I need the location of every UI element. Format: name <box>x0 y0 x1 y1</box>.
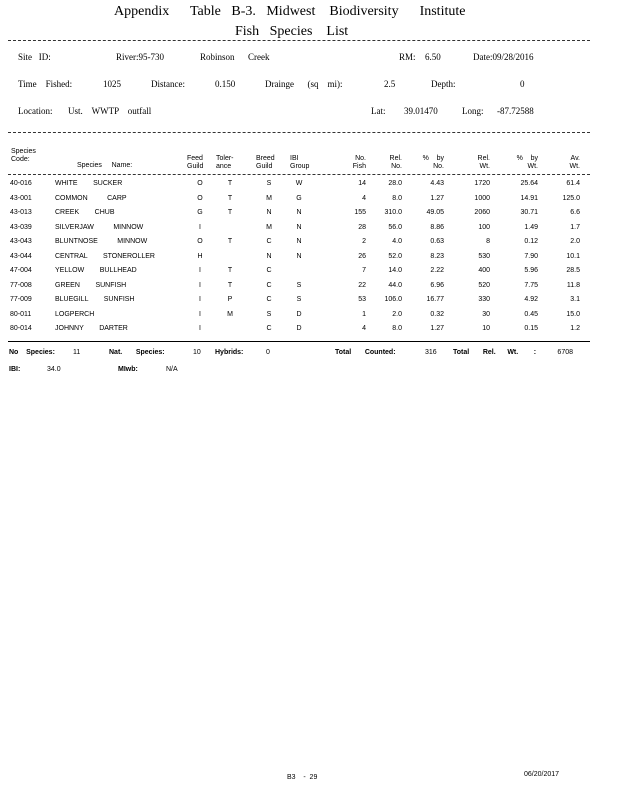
cell-av-wt: 61.4 <box>566 180 580 187</box>
col-av-wt: Av. Wt. <box>569 155 580 170</box>
cell-species-name: COMMON CARP <box>55 194 127 202</box>
hybrids-label: Hybrids: <box>215 349 244 356</box>
cell-feed-guild: I <box>199 281 201 289</box>
cell-breed-guild: C <box>266 325 272 332</box>
cell-rel-wt: 10 <box>482 325 490 332</box>
cell-rel-wt: 1000 <box>474 194 490 202</box>
cell-no-fish: 4 <box>362 194 366 202</box>
cell-rel-no: 14.0 <box>388 267 402 274</box>
cell-no-fish: 155 <box>354 209 366 216</box>
cell-av-wt: 6.6 <box>570 209 580 216</box>
cell-rel-wt: 100 <box>478 223 490 231</box>
cell-ibi-group: S <box>296 281 302 289</box>
cell-species-name: SILVERJAW MINNOW <box>55 223 144 231</box>
total-relwt-label: Total Rel. Wt. : <box>453 349 537 356</box>
cell-breed-guild: C <box>266 281 272 289</box>
cell-species-code: 77-009 <box>10 296 32 303</box>
drainage-value: 2.5 <box>384 79 396 89</box>
cell-breed-guild: S <box>266 180 272 187</box>
cell-ibi-group: G <box>296 194 302 202</box>
col-rel-no: Rel. No. <box>389 155 402 170</box>
cell-feed-guild: H <box>197 252 203 260</box>
lat-value: 39.01470 <box>404 106 438 116</box>
cell-ibi-group: W <box>295 180 303 187</box>
time-fished-value: 1025 <box>103 79 121 89</box>
page-subtitle: Fish Species List <box>235 24 349 39</box>
cell-species-code: 43-044 <box>10 252 32 260</box>
long-value: -87.72588 <box>497 106 534 116</box>
location-value: Ust. WWTP outfall <box>68 106 152 116</box>
cell-species-code: 40-016 <box>10 180 32 187</box>
cell-pct-wt: 7.90 <box>524 252 538 260</box>
cell-rel-wt: 8 <box>486 238 490 245</box>
cell-av-wt: 3.1 <box>570 296 580 303</box>
nat-species-value: 10 <box>193 349 201 356</box>
col-pct-wt: % by Wt. <box>516 155 538 170</box>
cell-species-code: 47-004 <box>10 267 32 274</box>
cell-species-name: GREEN SUNFISH <box>55 281 127 289</box>
cell-no-fish: 7 <box>362 267 366 274</box>
cell-ibi-group: N <box>296 252 302 260</box>
cell-breed-guild: S <box>266 310 272 318</box>
cell-pct-wt: 0.12 <box>524 238 538 245</box>
cell-av-wt: 1.7 <box>570 223 580 231</box>
cell-rel-wt: 400 <box>478 267 490 274</box>
cell-av-wt: 15.0 <box>566 310 580 318</box>
col-species-code: Species Code: <box>11 148 36 163</box>
cell-pct-wt: 7.75 <box>524 281 538 289</box>
time-fished-label: Time Fished: <box>18 79 73 89</box>
cell-pct-wt: 0.15 <box>524 325 538 332</box>
long-label: Long: <box>462 106 484 116</box>
cell-av-wt: 125.0 <box>562 194 580 202</box>
cell-pct-wt: 14.91 <box>520 194 538 202</box>
col-breed-guild: Breed Guild <box>256 155 275 170</box>
col-feed-guild: Feed Guild <box>187 155 204 170</box>
cell-pct-no: 2.22 <box>430 267 444 274</box>
cell-feed-guild: G <box>197 209 203 216</box>
cell-tolerance: T <box>227 238 233 245</box>
cell-av-wt: 11.8 <box>566 281 580 289</box>
cell-no-fish: 53 <box>358 296 366 303</box>
cell-rel-no: 52.0 <box>388 252 402 260</box>
cell-tolerance: T <box>227 281 233 289</box>
cell-rel-wt: 520 <box>478 281 490 289</box>
cell-ibi-group: N <box>296 238 302 245</box>
miwb-value: N/A <box>166 366 178 373</box>
sample-date: Date:09/28/2016 <box>473 52 534 62</box>
cell-rel-wt: 2060 <box>474 209 490 216</box>
cell-feed-guild: I <box>199 325 201 332</box>
cell-feed-guild: O <box>197 194 203 202</box>
cell-av-wt: 28.5 <box>566 267 580 274</box>
total-counted-label: Total Counted: <box>335 349 396 356</box>
cell-breed-guild: C <box>266 296 272 303</box>
cell-ibi-group: D <box>296 325 302 332</box>
cell-pct-no: 16.77 <box>426 296 444 303</box>
page-title: Appendix Table B-3. Midwest Biodiversity Institute <box>114 4 466 19</box>
cell-rel-no: 8.0 <box>392 194 402 202</box>
cell-feed-guild: I <box>199 223 201 231</box>
cell-no-fish: 22 <box>358 281 366 289</box>
cell-breed-guild: N <box>266 209 272 216</box>
cell-pct-wt: 4.92 <box>524 296 538 303</box>
cell-no-fish: 28 <box>358 223 366 231</box>
site-id-label: Site ID: <box>18 52 51 62</box>
cell-species-name: BLUEGILL SUNFISH <box>55 296 135 303</box>
cell-breed-guild: M <box>266 223 272 231</box>
cell-rel-no: 310.0 <box>384 209 402 216</box>
cell-rel-no: 28.0 <box>388 180 402 187</box>
stream-name: Robinson Creek <box>200 52 270 62</box>
section-divider <box>8 132 590 133</box>
cell-no-fish: 2 <box>362 238 366 245</box>
cell-pct-wt: 0.45 <box>524 310 538 318</box>
cell-pct-no: 0.32 <box>430 310 444 318</box>
col-no-fish: No. Fish <box>352 155 366 170</box>
cell-tolerance: M <box>227 310 233 318</box>
cell-species-name: CREEK CHUB <box>55 209 115 216</box>
cell-tolerance: T <box>227 194 233 202</box>
cell-species-code: 43-001 <box>10 194 32 202</box>
cell-pct-no: 4.43 <box>430 180 444 187</box>
cell-rel-wt: 530 <box>478 252 490 260</box>
title-divider <box>8 40 590 41</box>
no-species-label: No Species: <box>9 349 55 356</box>
cell-breed-guild: M <box>266 194 272 202</box>
ibi-value: 34.0 <box>47 366 61 373</box>
cell-pct-wt: 5.96 <box>524 267 538 274</box>
cell-feed-guild: I <box>199 310 201 318</box>
cell-species-code: 43-043 <box>10 238 32 245</box>
cell-pct-no: 8.23 <box>430 252 444 260</box>
cell-feed-guild: O <box>197 180 203 187</box>
cell-feed-guild: O <box>197 238 203 245</box>
depth-value: 0 <box>520 79 525 89</box>
cell-pct-no: 1.27 <box>430 194 444 202</box>
cell-ibi-group: D <box>296 310 302 318</box>
no-species-value: 11 <box>73 349 81 356</box>
cell-tolerance: T <box>227 209 233 216</box>
depth-label: Depth: <box>431 79 456 89</box>
river-code: River:95-730 <box>116 52 164 62</box>
cell-breed-guild: C <box>266 267 272 274</box>
col-tolerance: Toler- ance <box>216 155 234 170</box>
cell-species-code: 80-014 <box>10 325 32 332</box>
cell-tolerance: P <box>227 296 233 303</box>
total-relwt-value: 6708 <box>557 349 573 356</box>
cell-pct-no: 0.63 <box>430 238 444 245</box>
col-species-name: Species Name: <box>77 162 133 169</box>
col-rel-wt: Rel. Wt. <box>477 155 490 170</box>
col-ibi-group: IBI Group <box>290 155 310 170</box>
cell-av-wt: 10.1 <box>566 252 580 260</box>
cell-breed-guild: C <box>266 238 272 245</box>
cell-species-code: 80-011 <box>10 310 32 318</box>
cell-pct-wt: 25.64 <box>520 180 538 187</box>
cell-ibi-group: N <box>296 209 302 216</box>
rm-label: RM: <box>399 52 416 62</box>
cell-species-name: JOHNNY DARTER <box>55 325 128 332</box>
print-date: 06/20/2017 <box>524 771 560 778</box>
cell-pct-no: 6.96 <box>430 281 444 289</box>
cell-rel-no: 56.0 <box>388 223 402 231</box>
cell-species-name: CENTRAL STONEROLLER <box>55 252 155 260</box>
header-divider <box>8 174 590 175</box>
cell-rel-wt: 1720 <box>474 180 490 187</box>
rm-value: 6.50 <box>425 52 441 62</box>
table-bottom-rule <box>8 341 590 342</box>
hybrids-value: 0 <box>266 349 270 356</box>
cell-feed-guild: I <box>199 296 201 303</box>
col-pct-no: % by No. <box>422 155 444 170</box>
ibi-label: IBI: <box>9 366 21 373</box>
cell-pct-wt: 30.71 <box>520 209 538 216</box>
cell-rel-no: 8.0 <box>392 325 402 332</box>
cell-no-fish: 26 <box>358 252 366 260</box>
cell-species-code: 43-013 <box>10 209 32 216</box>
cell-av-wt: 2.0 <box>570 238 580 245</box>
cell-pct-no: 49.05 <box>426 209 444 216</box>
cell-no-fish: 1 <box>362 310 366 318</box>
cell-no-fish: 14 <box>358 180 366 187</box>
cell-species-name: YELLOW BULLHEAD <box>55 267 137 274</box>
miwb-label: MIwb: <box>118 366 138 373</box>
cell-pct-wt: 1.49 <box>524 223 538 231</box>
cell-pct-no: 1.27 <box>430 325 444 332</box>
cell-rel-wt: 30 <box>482 310 490 318</box>
cell-breed-guild: N <box>266 252 272 260</box>
cell-rel-no: 44.0 <box>388 281 402 289</box>
cell-ibi-group: N <box>296 223 302 231</box>
distance-value: 0.150 <box>215 79 236 89</box>
drainage-label: Drainge (sq mi): <box>265 79 343 89</box>
cell-species-name: LOGPERCH <box>55 310 95 318</box>
distance-label: Distance: <box>151 79 185 89</box>
page-number: B3 - 29 <box>287 774 318 781</box>
cell-av-wt: 1.2 <box>570 325 580 332</box>
lat-label: Lat: <box>371 106 386 116</box>
location-label: Location: <box>18 106 53 116</box>
cell-rel-no: 4.0 <box>392 238 402 245</box>
cell-species-code: 43-039 <box>10 223 32 231</box>
cell-rel-no: 106.0 <box>384 296 402 303</box>
cell-rel-no: 2.0 <box>392 310 402 318</box>
total-counted-value: 316 <box>425 349 437 356</box>
cell-tolerance: T <box>227 267 233 274</box>
cell-species-code: 77-008 <box>10 281 32 289</box>
nat-species-label: Nat. Species: <box>109 349 165 356</box>
cell-ibi-group: S <box>296 296 302 303</box>
cell-feed-guild: I <box>199 267 201 274</box>
cell-pct-no: 8.86 <box>430 223 444 231</box>
cell-tolerance: T <box>227 180 233 187</box>
cell-rel-wt: 330 <box>478 296 490 303</box>
cell-species-name: BLUNTNOSE MINNOW <box>55 238 148 245</box>
cell-no-fish: 4 <box>362 325 366 332</box>
cell-species-name: WHITE SUCKER <box>55 180 123 187</box>
